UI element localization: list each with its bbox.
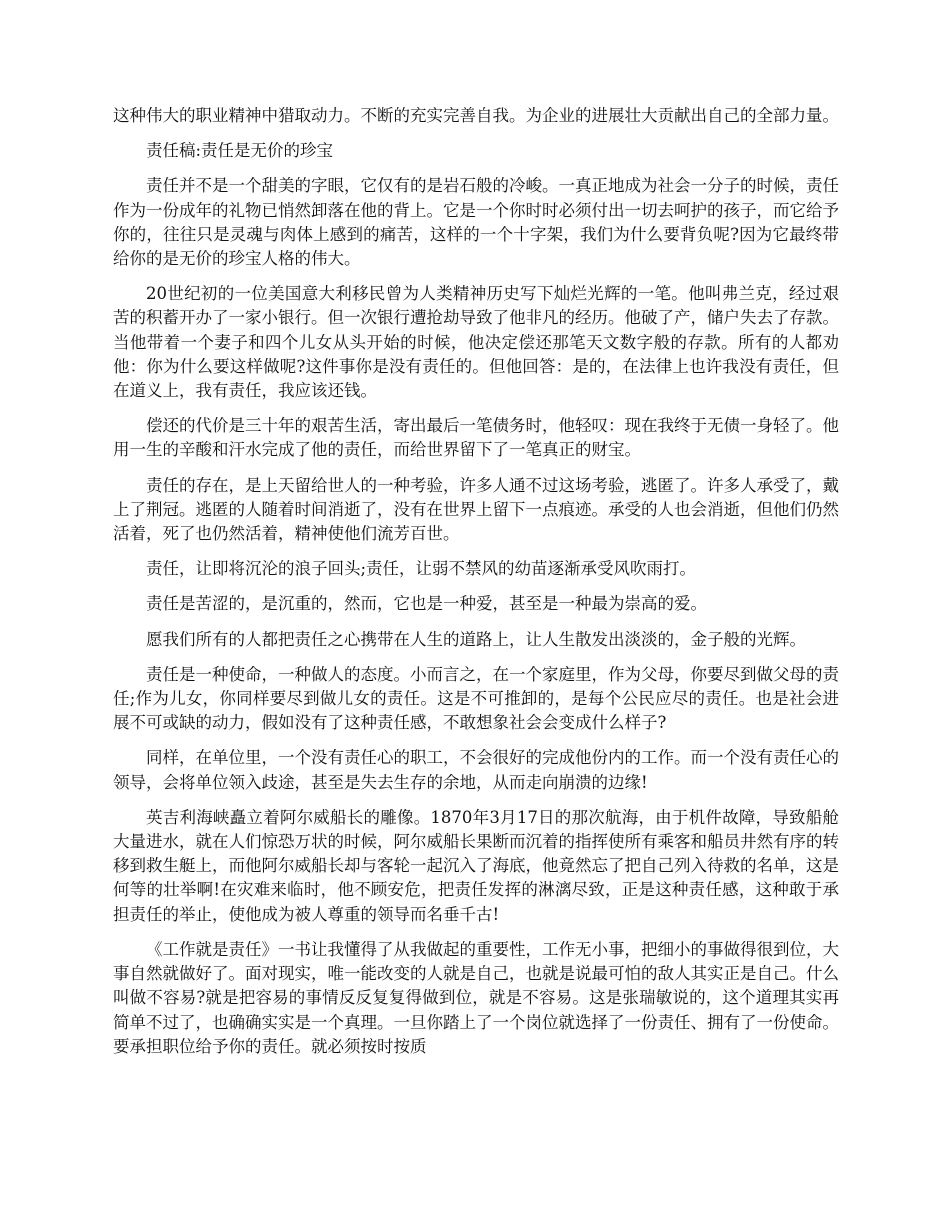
document-page	[113, 104, 839, 1070]
section-title: 责任稿:责任是无价的珍宝	[146, 141, 334, 161]
paragraph: 责任，让即将沉沦的浪子回头;责任，让弱不禁风的幼苗逐渐承受风吹雨打。	[146, 559, 697, 579]
paragraph-continued: 这种伟大的职业精神中猎取动力。不断的充实完善自我。为企业的进展壮大贡献出自己的全部力量。	[113, 106, 839, 125]
paragraph: 责任是苦涩的，是沉重的，然而，它也是一种爱，甚至是一种最为崇高的爱。	[146, 594, 707, 614]
paragraph: 责任的存在，是上天留给世人的一种考验，许多人通不过这场考验，逃匿了。许多人承受了，戴上了荆冠。逃匿的人随着时间消逝了，没有在世界上留下一点痕迹。承受的人也会消逝，但他们仍然活着，死了也仍然活着，精神使他们流芳百世。	[113, 475, 839, 544]
paragraph: 责任并不是一个甜美的字眼，它仅有的是岩石般的冷峻。一真正地成为社会一分子的时候，责任作为一份成年的礼物已悄然卸落在他的背上。它是一个你时时必须付出一切去呵护的孩子，而它给予你的，往往只是灵魂与肉体上感到的痛苦，这样的一个十字架，我们为什么要背负呢?因为它最终带给你的是无价的珍宝人格的伟大。	[113, 176, 839, 269]
paragraph: 责任是一种使命，一种做人的态度。小而言之，在一个家庭里，作为父母，你要尽到做父母的责任;作为儿女，你同样要尽到做儿女的责任。这是不可推卸的，是每个公民应尽的责任。也是社会进展不可或缺的动力，假如没有了这种责任感，不敢想象社会会变成什么样子?	[113, 664, 839, 733]
paragraph: 英吉利海峡矗立着阿尔威船长的雕像。1870年3月17日的那次航海，由于机件故障，导致船舱大量进水，就在人们惊恐万状的时候，阿尔威船长果断而沉着的指挥使所有乘客和船员井然有序的转移到救生艇上，而他阿尔威船长却与客轮一起沉入了海底，他竟然忘了把自己列入待救的名单，这是何等的壮举啊!在灾难来临时，他不顾安危，把责任发挥的淋漓尽致，正是这种责任感，这种敢于承担责任的举止，使他成为被人尊重的领导而名垂千古!	[113, 807, 839, 924]
paragraph: 20世纪初的一位美国意大利移民曾为人类精神历史写下灿烂光辉的一笔。他叫弗兰克，经过艰苦的积蓄开办了一家小银行。但一次银行遭抢劫导致了他非凡的经历。他破了产，储户失去了存款。当他带着一个妻子和四个儿女从头开始的时候，他决定偿还那笔天文数字般的存款。所有的人都劝他：你为什么要这样做呢?这件事你是没有责任的。但他回答：是的，在法律上也许我没有责任，但在道义上，我有责任，我应该还钱。	[113, 284, 839, 401]
paragraph: 同样，在单位里，一个没有责任心的职工，不会很好的完成他份内的工作。而一个没有责任心的领导，会将单位领入歧途，甚至是失去生存的余地，从而走向崩溃的边缘!	[113, 748, 839, 792]
paragraph: 偿还的代价是三十年的艰苦生活，寄出最后一笔债务时，他轻叹：现在我终于无债一身轻了。他用一生的辛酸和汗水完成了他的责任，而给世界留下了一笔真正的财宝。	[113, 416, 839, 460]
paragraph: 愿我们所有的人都把责任之心携带在人生的道路上，让人生散发出淡淡的，金子般的光辉。	[146, 629, 806, 649]
paragraph: 《工作就是责任》一书让我懂得了从我做起的重要性，工作无小事，把细小的事做得很到位，大事自然就做好了。面对现实，唯一能改变的人就是自己，也就是说最可怕的敌人其实正是自己。什么叫做不容易?就是把容易的事情反反复复得做到位，就是不容易。这是张瑞敏说的，这个道理其实再简单不过了，也确确实实是一个真理。一旦你踏上了一个岗位就选择了一份责任、拥有了一份使命。要承担职位给予你的责任。就必须按时按质	[113, 939, 839, 1056]
